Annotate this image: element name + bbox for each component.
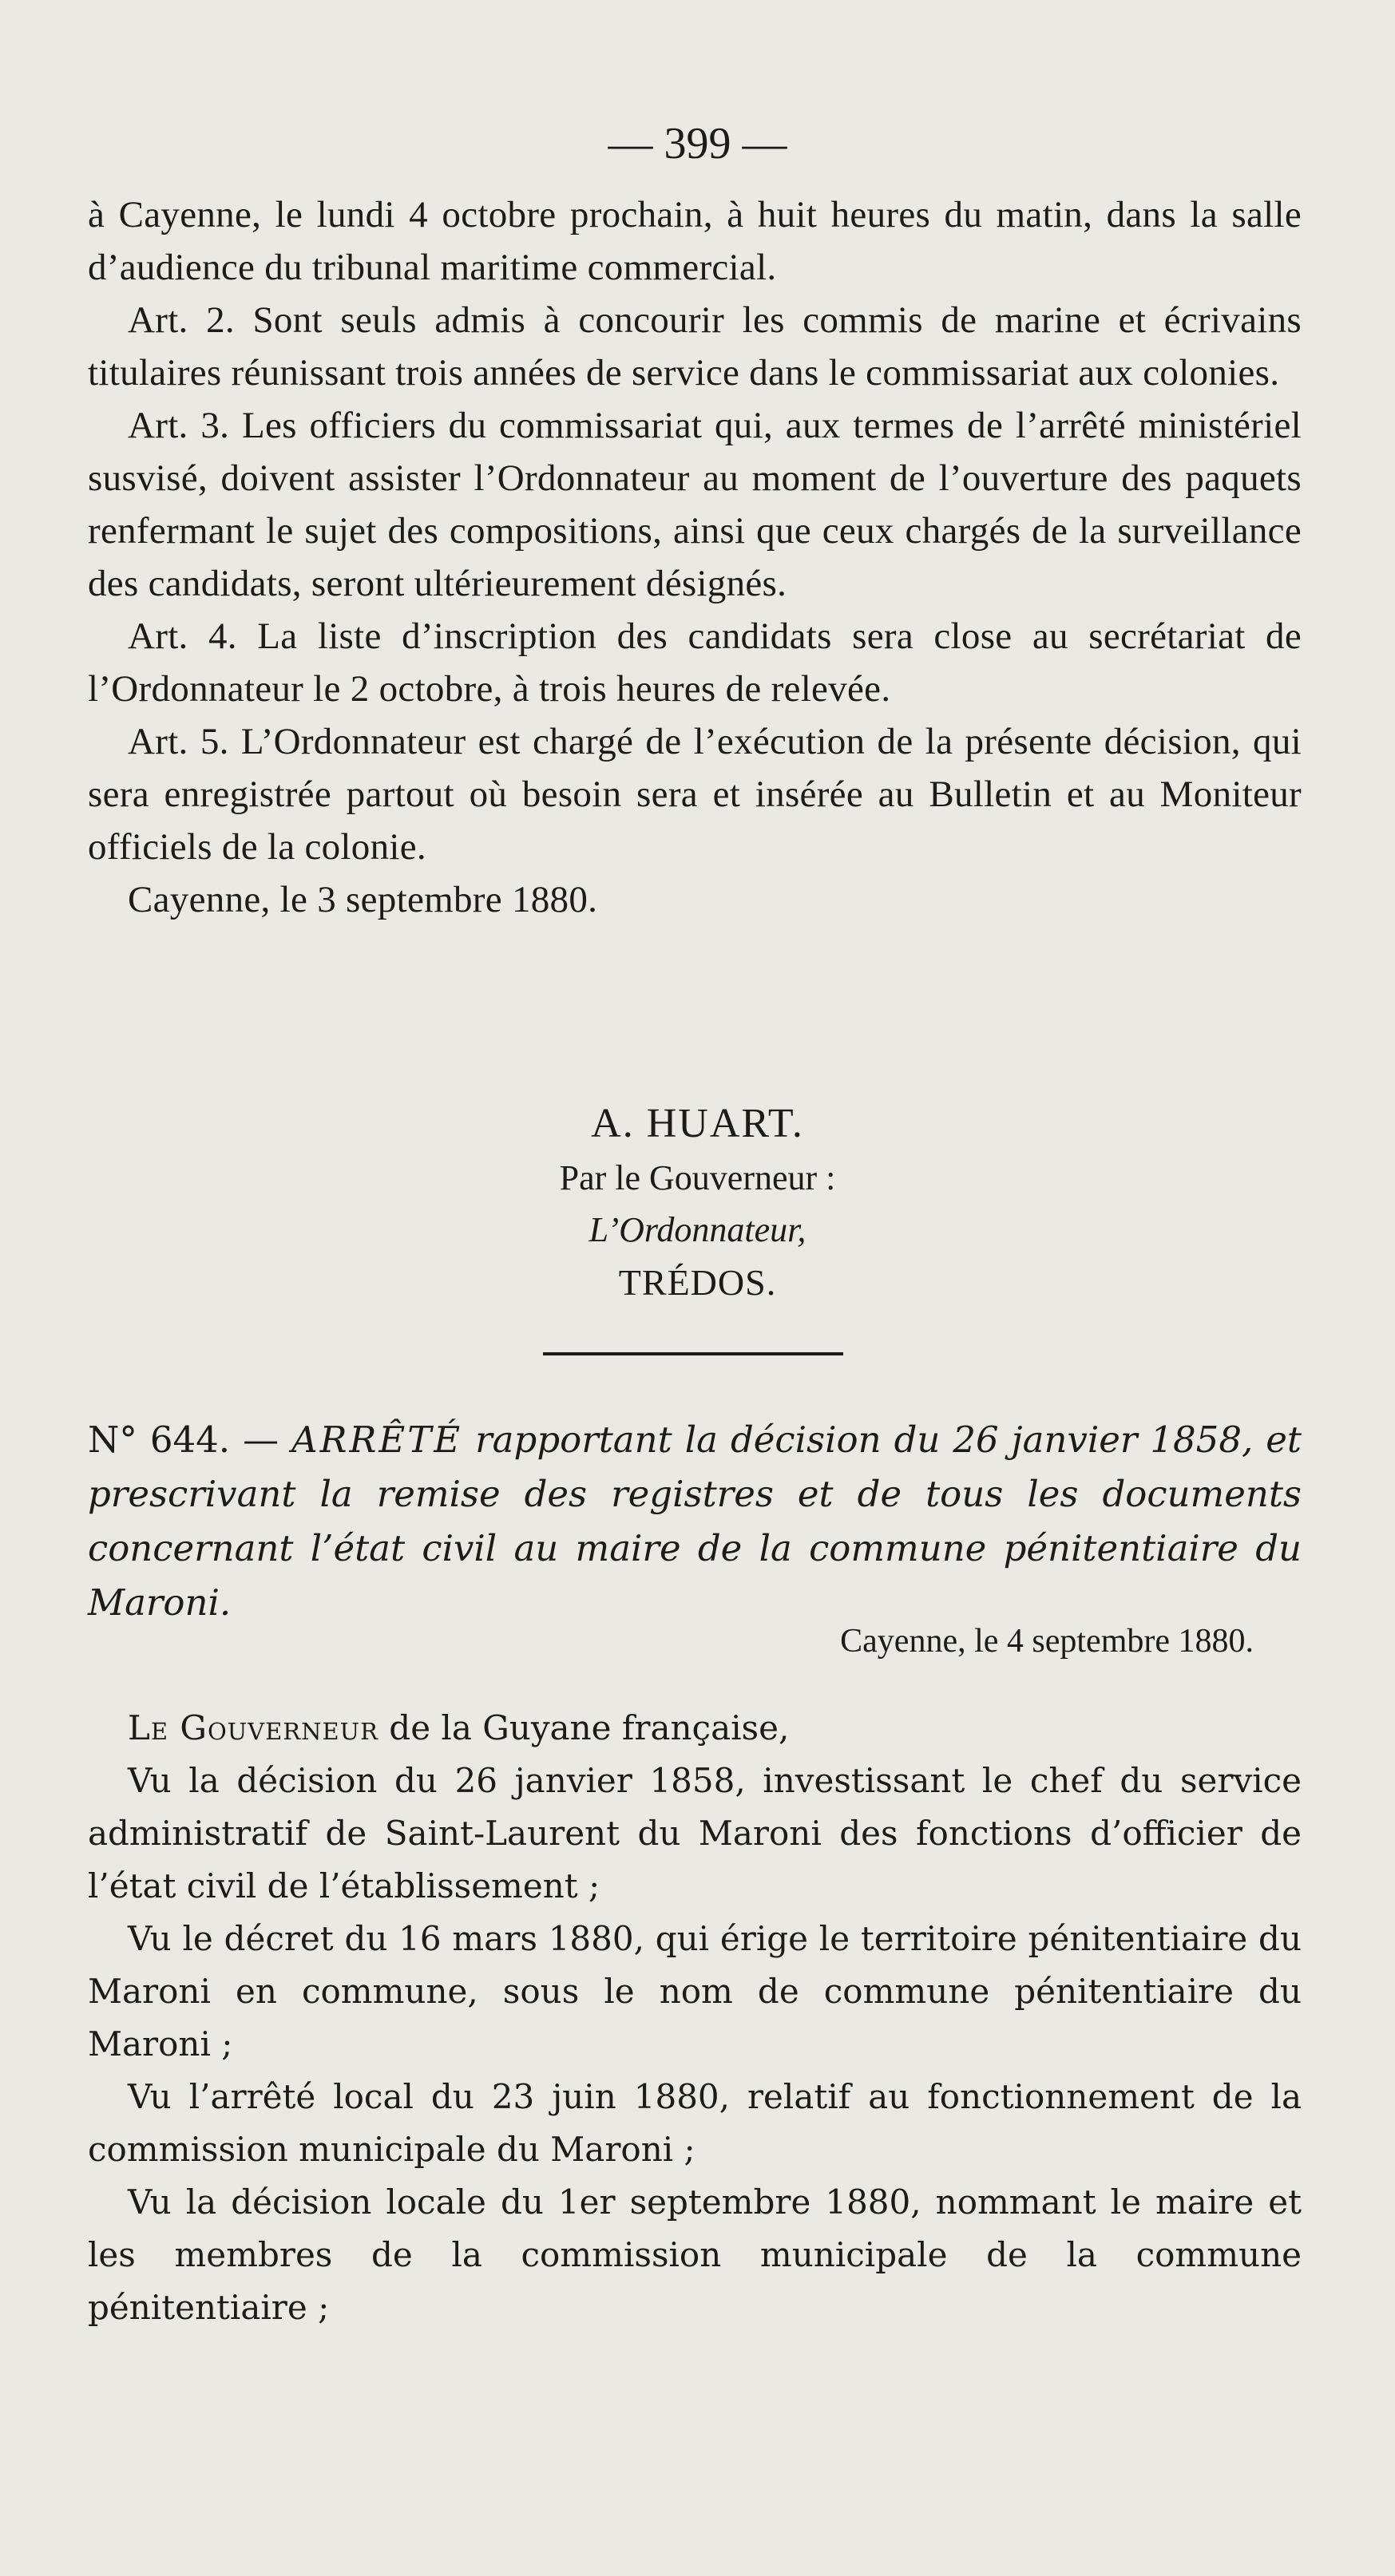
signature-name: A. HUART.: [591, 1101, 804, 1146]
paragraph-art-4: Art. 4. La liste d’inscription des candidats sera close au secrétariat de l’Ordonnateur le 2 octobre, à trois heures de relevée.: [88, 615, 1302, 710]
vu-paragraph-3: Vu l’arrêté local du 23 juin 1880, relatif au fonctionnement de la commission municipale du Maroni ;: [88, 2077, 1302, 2169]
gouverneur-label: Le Gouverneur: [128, 1708, 378, 1747]
gouverneur-rest: de la Guyane française,: [378, 1708, 790, 1747]
section-divider: [543, 1352, 843, 1355]
arrete-body: [88, 1702, 1302, 2334]
paragraph-intro: à Cayenne, le lundi 4 octobre prochain, à huit heures du matin, dans la salle d’audience du tribunal maritime commercial.: [88, 194, 1302, 288]
vu-paragraph-1: Vu la décision du 26 janvier 1858, investissant le chef du service administratif de Saint-Laurent du Maroni des fonctions d’officier de l’état civil de l’établissement ;: [88, 1761, 1302, 1905]
arrete-heading: [88, 1413, 1302, 1630]
decision-continuation: [88, 188, 1302, 926]
gouverneur-line: [88, 1702, 1302, 1755]
signature-par: Par le Gouverneur :: [559, 1158, 836, 1197]
signature-role: L’Ordonnateur,: [589, 1210, 806, 1249]
page-number: — 399 —: [608, 119, 787, 168]
arrete-label: ARRÊTÉ: [291, 1419, 463, 1461]
vu-paragraph-4: Vu la décision locale du 1er septembre 1880, nommant le maire et les membres de la commission municipale de la commune pénitentiaire ;: [88, 2182, 1302, 2327]
paragraph-art-5: Art. 5. L’Ordonnateur est chargé de l’exécution de la présente décision, qui sera enregistrée partout où besoin sera et insérée au Bulletin et au Moniteur officiels de la colonie.: [88, 721, 1302, 868]
arrete-number: N° 644. —: [88, 1419, 279, 1461]
vu-paragraph-2: Vu le décret du 16 mars 1880, qui érige le territoire pénitentiaire du Maroni en commune, sous le nom de commune pénitentiaire du Maroni ;: [88, 1919, 1302, 2064]
paragraph-date: Cayenne, le 3 septembre 1880.: [128, 879, 598, 920]
arrete-date: Cayenne, le 4 septembre 1880.: [840, 1623, 1254, 1660]
signature-name-2: TRÉDOS.: [618, 1262, 777, 1303]
paragraph-art-2: Art. 2. Sont seuls admis à concourir les commis de marine et écrivains titulaires réunissant trois années de service dans le commissariat aux colonies.: [88, 299, 1302, 394]
paragraph-art-3: Art. 3. Les officiers du commissariat qui, aux termes de l’arrêté ministériel susvisé, doivent assister l’Ordonnateur au moment de l’ouverture des paquets renfermant le sujet des compositions, ainsi que ceux chargés de la surveillance des candidats, seront ultérieurement désignés.: [88, 405, 1302, 604]
arrete-title: rapportant la décision du 26 janvier 1858, et prescrivant la remise des registres et de tous les documents concernant l’état civil au maire de la commune pénitentiaire du Maroni.: [88, 1419, 1302, 1624]
